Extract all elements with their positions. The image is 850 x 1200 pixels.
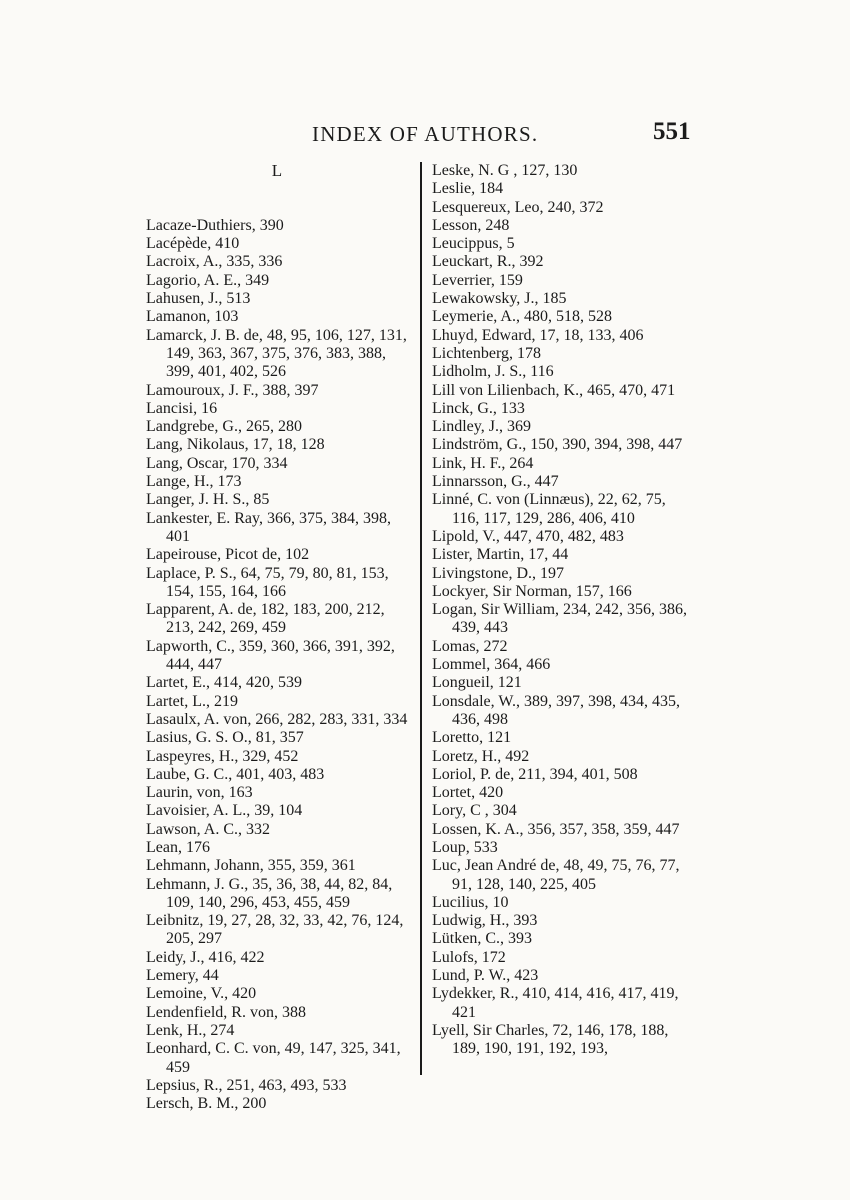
index-entry: Link, H. F., 264	[432, 454, 534, 472]
index-entry: Leidy, J., 416, 422	[146, 948, 265, 966]
index-entry: Lewakowsky, J., 185	[432, 290, 567, 308]
index-entry: Loup, 533	[432, 838, 498, 856]
index-entry: Lartet, E., 414, 420, 539	[146, 674, 302, 692]
index-column-left	[146, 162, 408, 1113]
index-entry: Lomas, 272	[432, 637, 508, 655]
index-entry: Ludwig, H., 393	[432, 912, 538, 930]
column-divider	[420, 162, 422, 1075]
index-entry: Lapworth, C., 359, 360, 366, 391, 392, 444, 447	[146, 637, 395, 674]
index-entry: Linné, C. von (Linnæus), 22, 62, 75, 116, 117, 129, 286, 406, 410	[432, 491, 666, 527]
index-entry: Lehmann, Johann, 355, 359, 361	[146, 857, 356, 875]
index-entry: Leymerie, A., 480, 518, 528	[432, 308, 612, 326]
index-entry: Leucippus, 5	[432, 235, 515, 253]
index-entry: Lacroix, A., 335, 336	[146, 253, 283, 271]
index-entry: Lapparent, A. de, 182, 183, 200, 212, 213, 242, 269, 459	[146, 601, 385, 637]
index-entry: Laplace, P. S., 64, 75, 79, 80, 81, 153, 154, 155, 164, 166	[146, 564, 389, 600]
index-entry: Lindström, G., 150, 390, 394, 398, 447	[432, 436, 683, 454]
index-entry: Lean, 176	[146, 838, 210, 856]
index-entry: Lichtenberg, 178	[432, 344, 542, 362]
index-entry: Lory, C , 304	[432, 802, 517, 820]
index-entry: Lagorio, A. E., 349	[146, 271, 270, 289]
index-entry: Leverrier, 159	[432, 271, 523, 289]
index-entry: Lepsius, R., 251, 463, 493, 533	[146, 1076, 347, 1094]
index-entry: Lulofs, 172	[432, 948, 506, 966]
index-entry: Lange, H., 173	[146, 473, 242, 491]
index-entry: Lortet, 420	[432, 784, 504, 802]
index-entry: Linck, G., 133	[432, 399, 525, 417]
index-entry: Loriol, P. de, 211, 394, 401, 508	[432, 765, 638, 783]
index-entry: Lawson, A. C., 332	[146, 820, 270, 838]
running-title: INDEX OF AUTHORS.	[312, 122, 539, 146]
index-entry: Lang, Oscar, 170, 334	[146, 454, 288, 472]
page-header	[0, 118, 850, 154]
index-entry: Leonhard, C. C. von, 49, 147, 325, 341, 459	[146, 1040, 401, 1076]
index-entry: Loretz, H., 492	[432, 747, 530, 765]
index-entry: Lacépède, 410	[146, 235, 240, 253]
index-entry: Lersch, B. M., 200	[146, 1095, 267, 1113]
index-entry: Lemery, 44	[146, 967, 219, 985]
index-entry: Lartet, L., 219	[146, 692, 238, 710]
index-entry: Lacaze-Duthiers, 390	[146, 216, 284, 234]
index-entry: Lasaulx, A. von, 266, 282, 283, 331, 334	[146, 710, 408, 728]
index-entry: Landgrebe, G., 265, 280	[146, 418, 302, 436]
index-entry: Lendenfield, R. von, 388	[146, 1003, 306, 1021]
index-entry: Laurin, von, 163	[146, 784, 253, 802]
index-entry: Lesquereux, Leo, 240, 372	[432, 198, 604, 216]
index-entry: Lamouroux, J. F., 388, 397	[146, 381, 319, 399]
index-entry: Lesson, 248	[432, 216, 510, 234]
index-entry: Lockyer, Sir Norman, 157, 166	[432, 582, 632, 600]
index-entry: Lehmann, J. G., 35, 36, 38, 44, 82, 84, 109, 140, 296, 453, 455, 459	[146, 875, 393, 911]
section-letter: L	[271, 161, 283, 180]
page-number: 551	[653, 118, 691, 145]
index-entry: Lenk, H., 274	[146, 1021, 235, 1039]
index-entry: Lamanon, 103	[146, 308, 239, 326]
index-entry: Lindley, J., 369	[432, 418, 531, 436]
index-entry: Logan, Sir William, 234, 242, 356, 386, 439, 443	[432, 601, 688, 637]
index-entry: Lapeirouse, Picot de, 102	[146, 546, 310, 564]
index-entry: Lang, Nikolaus, 17, 18, 128	[146, 436, 325, 454]
index-entry: Leibnitz, 19, 27, 28, 32, 33, 42, 76, 124, 205, 297	[146, 912, 404, 948]
index-entry: Longueil, 121	[432, 674, 522, 692]
index-entry: Livingstone, D., 197	[432, 564, 564, 582]
index-entry: Leuckart, R., 392	[432, 253, 544, 271]
index-entry: Lavoisier, A. L., 39, 104	[146, 802, 303, 820]
index-entry: Lill von Lilienbach, K., 465, 470, 471	[432, 381, 676, 399]
index-entry: Langer, J. H. S., 85	[146, 491, 270, 509]
index-entry: Lyell, Sir Charles, 72, 146, 178, 188, 189, 190, 191, 192, 193,	[432, 1021, 669, 1058]
index-entry: Loretto, 121	[432, 729, 512, 747]
index-entry: Lemoine, V., 420	[146, 985, 257, 1003]
index-entry: Lankester, E. Ray, 366, 375, 384, 398, 401	[146, 509, 391, 545]
index-entry: Lütken, C., 393	[432, 930, 532, 948]
index-entry: Lydekker, R., 410, 414, 416, 417, 419, 421	[432, 985, 679, 1021]
index-entry: Lister, Martin, 17, 44	[432, 546, 569, 564]
index-entry: Lhuyd, Edward, 17, 18, 133, 406	[432, 326, 644, 344]
index-entry: Lasius, G. S. O., 81, 357	[146, 729, 304, 747]
index-entry: Lahusen, J., 513	[146, 290, 251, 308]
index-entry: Leske, N. G , 127, 130	[432, 162, 578, 179]
index-entry: Leslie, 184	[432, 180, 504, 198]
index-entry: Lund, P. W., 423	[432, 967, 539, 985]
index-entry: Laube, G. C., 401, 403, 483	[146, 765, 325, 783]
index-entry: Lamarck, J. B. de, 48, 95, 106, 127, 131, 149, 363, 367, 375, 376, 383, 388, 399, 401, 402, 526	[146, 326, 407, 381]
index-entry: Lipold, V., 447, 470, 482, 483	[432, 527, 624, 545]
index-column-right	[432, 162, 694, 1059]
index-entry: Laspeyres, H., 329, 452	[146, 747, 299, 765]
index-entry: Luc, Jean André de, 48, 49, 75, 76, 77, 91, 128, 140, 225, 405	[432, 857, 680, 893]
index-entry: Linnarsson, G., 447	[432, 473, 559, 491]
index-entry: Lommel, 364, 466	[432, 656, 551, 674]
index-entry: Lossen, K. A., 356, 357, 358, 359, 447	[432, 820, 680, 838]
index-entry: Lancisi, 16	[146, 399, 218, 417]
index-entry: Lidholm, J. S., 116	[432, 363, 554, 381]
index-entry: Lucilius, 10	[432, 893, 509, 911]
index-entry: Lonsdale, W., 389, 397, 398, 434, 435, 436, 498	[432, 692, 680, 728]
